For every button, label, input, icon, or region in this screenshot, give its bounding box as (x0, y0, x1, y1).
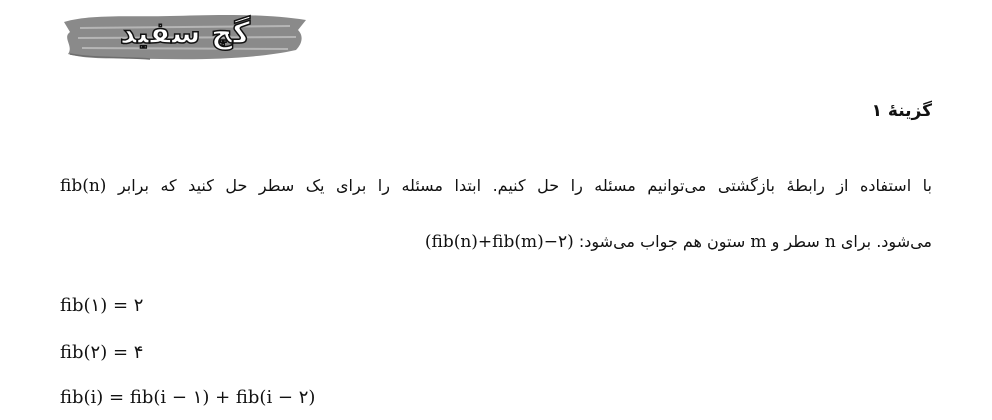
explanation-line-2-text-c: ستون هم جواب می‌شود: (578, 232, 746, 251)
equation-base-1: fib(۱) = ۲ (60, 295, 144, 316)
equation-recurrence: fib(i) = fib(i − ۱) + fib(i − ۲) (60, 387, 316, 408)
explanation-line-2 (60, 230, 932, 254)
variable-m: m (750, 232, 767, 252)
expression-result: (fib(n)+fib(m)−۲) (424, 232, 574, 252)
variable-n: n (824, 232, 836, 252)
logo (60, 8, 310, 66)
answer-heading: گزینهٔ ۱ (871, 101, 932, 121)
explanation-line-2-text-a: می‌شود. برای (840, 232, 932, 251)
expression-fib-n: fib(n) (60, 176, 107, 196)
explanation-line-1-text: با استفاده از رابطهٔ بازگشتی می‌توانیم مسئله را حل کنیم. ابتدا مسئله را برای یک سطر حل کنید که برابر (117, 176, 932, 195)
equation-base-2: fib(۲) = ۴ (60, 342, 144, 363)
explanation-line-1 (60, 174, 932, 198)
logo-text: گچ سفید (119, 16, 251, 51)
explanation-line-2-text-b: سطر و (771, 232, 820, 251)
